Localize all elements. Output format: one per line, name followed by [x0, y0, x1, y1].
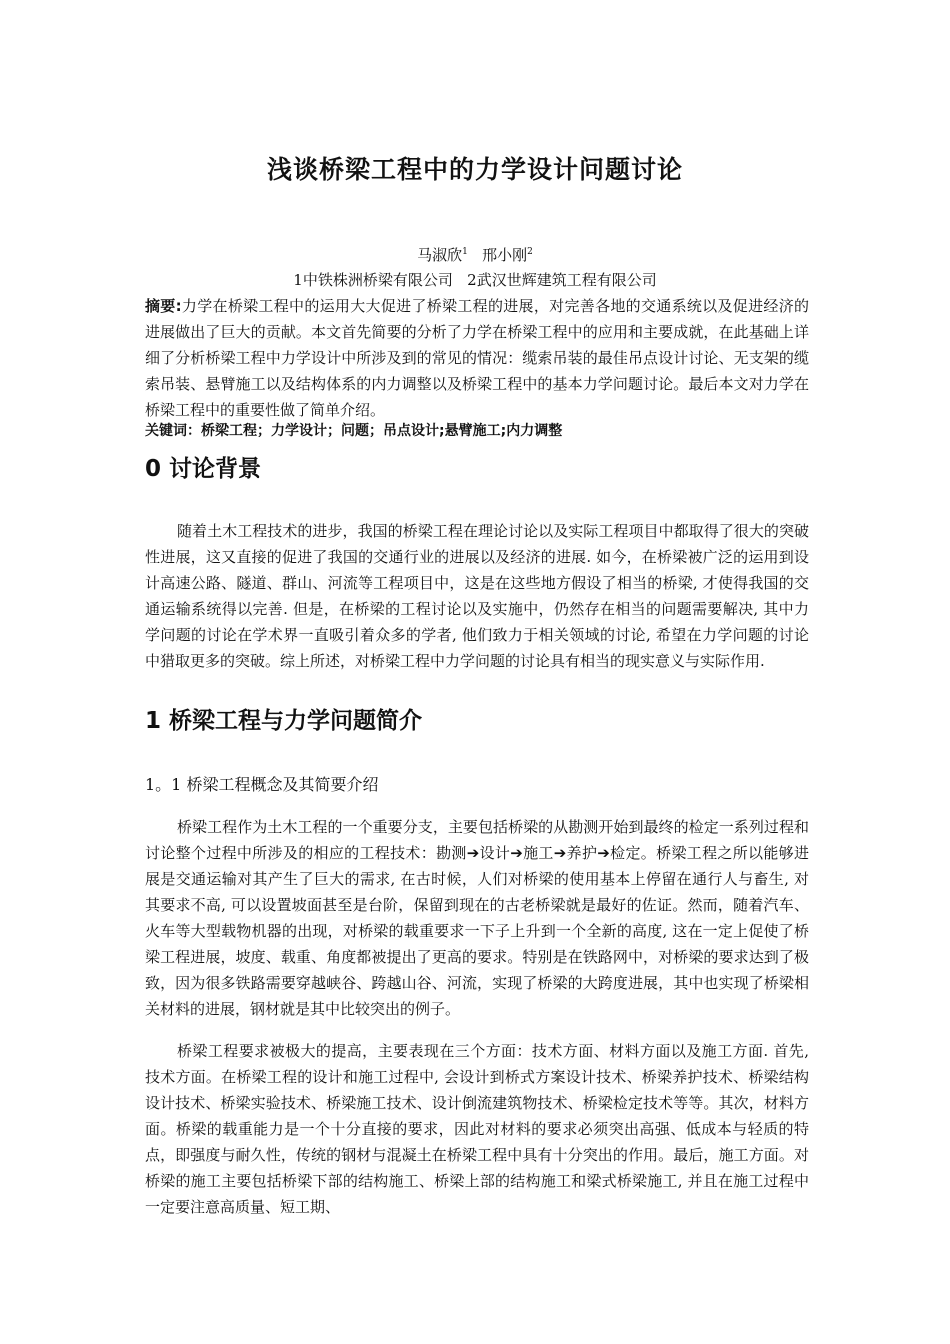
abstract-text: 力学在桥梁工程中的运用大大促进了桥梁工程的进展，对完善各地的交通系统以及促进经济的进展做出了巨大的贡献。本文首先简要的分析了力学在桥梁工程中的应用和主要成就，在此基础上详细了分析桥梁工程中力学设计中所涉及到的常见的情况：缆索吊装的最佳吊点设计讨论、无支架的缆索吊装、悬臂施工以及结构体系的内力调整以及桥梁工程中的基本力学问题讨论。最后本文对力学在桥梁工程中的重要性做了简单介绍。	[145, 297, 809, 419]
section-heading: 0 讨论背景	[145, 456, 262, 482]
abstract-label: 摘要:	[145, 297, 182, 315]
body-paragraph: 随着土木工程技术的进步，我国的桥梁工程在理论讨论以及实际工程项目中都取得了很大的突破性进展，这又直接的促进了我国的交通行业的进展以及经济的进展. 如今，在桥梁被广泛的运用到设计高速公路、隧道、群山、河流等工程项目中，这是在这些地方假设了相当的桥梁, 才使得我国的交通运输系统得以完善. 但是，在桥梁的工程讨论以及实施中，仍然存在相当的问题需要解决, 其中力学问题的讨论在学术界一直吸引着众多的学者, 他们致力于相关领域的讨论, 希望在力学问题的讨论中猎取更多的突破。综上所述，对桥梁工程中力学问题的讨论具有相当的现实意义与实际作用.	[145, 522, 809, 670]
subsection-heading: 1。1 桥梁工程概念及其简要介绍	[145, 775, 379, 794]
affiliation-line: 1中铁株洲桥梁有限公司 2武汉世辉建筑工程有限公司	[293, 271, 657, 289]
page-title: 浅谈桥梁工程中的力学设计问题讨论	[266, 155, 683, 184]
author-line	[0, 244, 950, 265]
author-affiliation-mark: 1	[462, 247, 468, 257]
abstract	[145, 293, 809, 423]
body-paragraph: 桥梁工程作为土木工程的一个重要分支，主要包括桥梁的从勘测开始到最终的检定一系列过程和讨论整个过程中所涉及的相应的工程技术：勘测➔设计➔施工➔养护➔检定。桥梁工程之所以能够进展是交通运输对其产生了巨大的需求, 在古时候，人们对桥梁的使用基本上停留在通行人与畜生, 对其要求不高, 可以设置坡面甚至是台阶，保留到现在的古老桥梁就是最好的佐证。然而，随着汽车、火车等大型载物机器的出现，对桥梁的载重要求一下子上升到一个全新的高度, 这在一定上促使了桥梁工程进展，坡度、载重、角度都被提出了更高的要求。特别是在铁路网中，对桥梁的要求达到了极致，因为很多铁路需要穿越峡谷、跨越山谷、河流，实现了桥梁的大跨度进展，其中也实现了桥梁相关材料的进展，钢材就是其中比较突出的例子。	[145, 818, 809, 1018]
section-heading: 1 桥梁工程与力学问题简介	[145, 708, 423, 734]
keywords: 关键词：桥梁工程；力学设计；问题；吊点设计;悬臂施工;内力调整	[145, 423, 563, 439]
author-name: 马淑欣	[417, 246, 463, 264]
author-affiliation-mark: 2	[527, 247, 533, 257]
body-paragraph: 桥梁工程要求被极大的提高，主要表现在三个方面：技术方面、材料方面以及施工方面. 首先, 技术方面。在桥梁工程的设计和施工过程中, 会设计到桥式方案设计技术、桥梁养护技术、桥梁结构设计技术、桥梁实验技术、桥梁施工技术、设计倒流建筑物技术、桥梁检定技术等等。其次，材料方面。桥梁的载重能力是一个十分直接的要求，因此对材料的要求必须突出高强、低成本与轻质的特点，即强度与耐久性，传统的钢材与混凝土在桥梁工程中具有十分突出的作用。最后，施工方面。对桥梁的施工主要包括桥梁下部的结构施工、桥梁上部的结构施工和梁式桥梁施工, 并且在施工过程中一定要注意高质量、短工期、	[145, 1042, 809, 1216]
author-name: 邢小刚	[482, 246, 528, 264]
